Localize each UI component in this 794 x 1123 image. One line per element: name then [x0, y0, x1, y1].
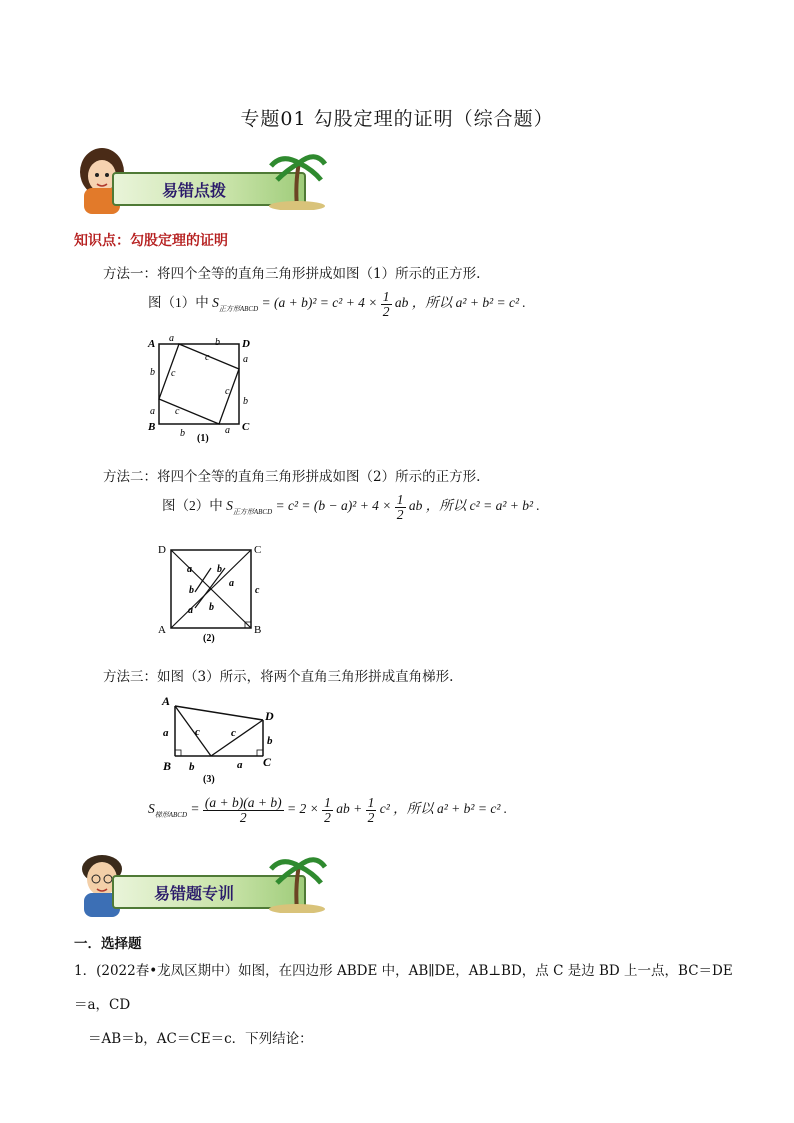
fraction-half-2: $\frac{1}{2}$ [367, 795, 375, 825]
svg-text:a: a [163, 727, 169, 739]
formula-body: = 2 × [286, 801, 319, 817]
area-subscript: 正方形ABCD [218, 305, 259, 314]
formula-prefix: 图（1）中 [148, 295, 209, 311]
svg-text:b: b [189, 585, 194, 596]
formula-body: = c² = (b − a)² + 4 × [275, 498, 392, 514]
svg-text:c: c [171, 368, 176, 379]
method3-formula: $S_{梯形ABCD}$ = $\frac{(a + b)(a + b)}{2}$ = 2 × $\frac{1}{2}$ ab + $\frac{1}{2}$ c² ，所以 a² + b² = c² . [148, 795, 508, 825]
knowledge-heading: 知识点：勾股定理的证明 [74, 233, 228, 249]
method1-text: 方法一：将四个全等的直角三角形拼成如图（1）所示的正方形. [103, 266, 481, 282]
fraction-trapezoid: $\frac{(a + b)(a + b)}{2}$ [204, 795, 282, 825]
svg-text:D: D [242, 338, 250, 350]
fraction-half: $\frac{1}{2}$ [324, 795, 331, 825]
formula-prefix: 图（2）中 [162, 498, 223, 514]
question-1 [74, 954, 744, 1056]
banner-label: 易错点拨 [162, 181, 227, 200]
svg-text:C: C [263, 755, 272, 769]
area-subscript: 梯形ABCD [154, 811, 188, 820]
svg-text:b: b [267, 735, 273, 747]
fraction-half: $\frac{1}{2}$ [396, 492, 404, 522]
formula-conclusion: ab ，所以 a² + b² = c² . [394, 295, 526, 311]
question-1-line-1: 1．(2022春•龙凤区期中）如图，在四边形 ABDE 中，AB∥DE，AB⊥BD，点 C 是边 BD 上一点，BC＝DE＝a，CD [74, 963, 733, 1013]
svg-text:D: D [265, 709, 274, 723]
banner-error-tips [72, 142, 327, 214]
palm-tree-icon [267, 148, 327, 210]
svg-text:b: b [189, 761, 195, 773]
fraction-half: $\frac{1}{2}$ [382, 289, 390, 319]
figure-1-caption: (1) [197, 433, 209, 444]
svg-text:A: A [162, 694, 171, 708]
svg-text:c: c [225, 386, 230, 397]
method3-text: 方法三：如图（3）所示，将两个直角三角形拼成直角梯形. [103, 669, 454, 685]
svg-text:b: b [215, 337, 220, 348]
svg-text:c: c [231, 727, 236, 739]
page-title: 专题01 勾股定理的证明（综合题） [240, 108, 554, 130]
svg-text:b: b [180, 428, 185, 439]
figure-3-trapezoid-diagram [155, 690, 285, 786]
area-subscript: 正方形ABCD [232, 508, 273, 517]
banner-label: 易错题专训 [154, 884, 235, 903]
svg-text:a: a [225, 425, 230, 436]
svg-text:D: D [158, 544, 166, 556]
method1-formula [148, 290, 526, 318]
figure-3-caption: (3) [203, 774, 215, 785]
svg-text:c: c [205, 352, 210, 363]
svg-text:c: c [175, 406, 180, 417]
svg-text:a: a [243, 354, 248, 365]
figure-1-square-diagram [145, 332, 255, 444]
svg-text:b: b [150, 367, 155, 378]
figure-2-caption: (2) [203, 633, 215, 644]
svg-text:a: a [150, 406, 155, 417]
area-symbol: S [148, 801, 155, 817]
svg-text:A: A [148, 338, 156, 350]
svg-text:C: C [242, 421, 250, 433]
figure-2-square-diagram [155, 538, 270, 646]
svg-text:a: a [237, 759, 243, 771]
question-1-line-2: ＝AB＝b，AC＝CE＝c．下列结论： [88, 1031, 313, 1047]
formula-body: = (a + b)² = c² + 4 × [261, 295, 378, 311]
palm-tree-icon [267, 851, 327, 913]
banner-error-practice [72, 845, 327, 917]
formula-conclusion: c² ，所以 a² + b² = c² . [379, 801, 508, 817]
method2-formula [162, 493, 540, 521]
svg-text:A: A [158, 624, 166, 636]
svg-text:B: B [148, 421, 156, 433]
svg-text:a: a [229, 578, 234, 589]
svg-text:b: b [209, 602, 214, 613]
formula-body-2: ab + [336, 801, 363, 817]
svg-text:b: b [243, 396, 248, 407]
svg-text:c: c [195, 726, 200, 738]
svg-text:a: a [169, 333, 174, 344]
svg-text:a: a [187, 564, 192, 575]
svg-text:b: b [217, 564, 222, 575]
svg-text:C: C [254, 544, 262, 556]
svg-text:B: B [254, 624, 262, 636]
formula-conclusion: ab ，所以 c² = a² + b² . [408, 498, 540, 514]
area-symbol: S [212, 295, 219, 311]
method2-text: 方法二：将四个全等的直角三角形拼成如图（2）所示的正方形. [103, 469, 481, 485]
svg-text:a: a [188, 605, 193, 616]
section-heading: 一．选择题 [74, 936, 142, 952]
area-symbol: S [226, 498, 233, 514]
svg-text:B: B [163, 759, 172, 773]
svg-text:c: c [255, 585, 260, 596]
